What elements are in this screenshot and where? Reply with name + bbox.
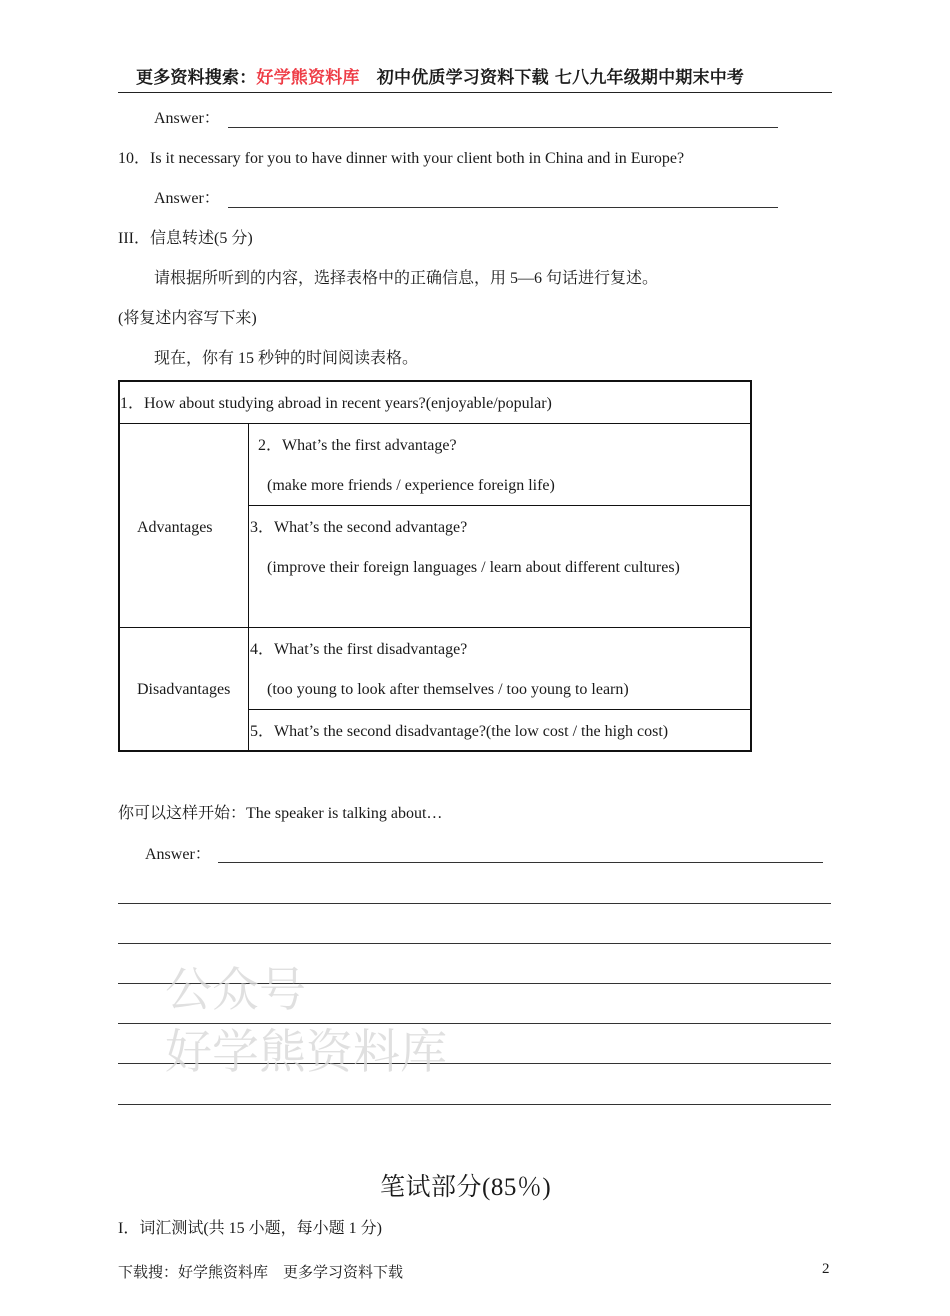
q4-question: 4．What’s the first disadvantage? xyxy=(250,641,468,658)
table-column-divider xyxy=(248,423,249,750)
writing-line[interactable] xyxy=(118,1104,831,1105)
q9-answer-line[interactable] xyxy=(228,127,778,128)
retell-table xyxy=(118,380,752,752)
writing-line[interactable] xyxy=(118,903,831,904)
q2-question: 2．What’s the first advantage? xyxy=(258,437,457,454)
q10-question: 10．Is it necessary for you to have dinner with your client both in China and in Europe? xyxy=(118,150,685,167)
header-suffix: 初中优质学习资料下载 七八九年级期中期末中考 xyxy=(359,68,745,88)
section3-reading-time: 现在，你有 15 秒钟的时间阅读表格。 xyxy=(154,350,419,367)
table-row-divider xyxy=(120,627,750,628)
header-highlight: 好学熊资料库 xyxy=(256,68,360,88)
q9-answer-label: Answer： xyxy=(154,110,220,127)
vocab-section-title: I．词汇测试(共 15 小题，每小题 1 分) xyxy=(118,1220,382,1237)
page-number: 2 xyxy=(822,1261,830,1277)
watermark-line1: 公众号 xyxy=(165,963,306,1018)
q10-answer-label: Answer： xyxy=(154,190,220,207)
watermark-line2: 好学熊资料库 xyxy=(165,1025,447,1080)
table-row-divider xyxy=(248,709,750,710)
page-header xyxy=(136,63,744,88)
q4-options: (too young to look after themselves / too young to learn) xyxy=(267,681,629,698)
section3-instruction: 请根据所听到的内容，选择表格中的正确信息，用 5—6 句话进行复述。 xyxy=(154,270,659,287)
header-prefix: 更多资料搜索： xyxy=(136,68,257,88)
disadvantages-label: Disadvantages xyxy=(137,681,231,698)
watermark xyxy=(165,965,447,1079)
q2-options: (make more friends / experience foreign life) xyxy=(267,477,555,494)
header-divider xyxy=(118,92,832,93)
q3-options: (improve their foreign languages / learn about different cultures) xyxy=(267,559,680,576)
retell-answer-label: Answer： xyxy=(145,846,211,863)
start-hint: 你可以这样开始：The speaker is talking about… xyxy=(118,805,443,822)
written-part-title: 笔试部分(85％) xyxy=(380,1174,552,1201)
retell-answer-line[interactable] xyxy=(218,862,823,863)
table-row-divider xyxy=(120,423,750,424)
section3-note: (将复述内容写下来) xyxy=(118,310,257,327)
section3-title: III．信息转述(5 分) xyxy=(118,230,253,247)
table-row1-question: 1．How about studying abroad in recent years?(enjoyable/popular) xyxy=(120,395,552,412)
q10-answer-line[interactable] xyxy=(228,207,778,208)
footer-left: 下载搜：好学熊资料库 更多学习资料下载 xyxy=(118,1265,404,1281)
table-row-divider xyxy=(248,505,750,506)
writing-line[interactable] xyxy=(118,943,831,944)
q5-question: 5．What’s the second disadvantage?(the low cost / the high cost) xyxy=(250,723,669,740)
q3-question: 3．What’s the second advantage? xyxy=(250,519,468,536)
advantages-label: Advantages xyxy=(137,519,213,536)
